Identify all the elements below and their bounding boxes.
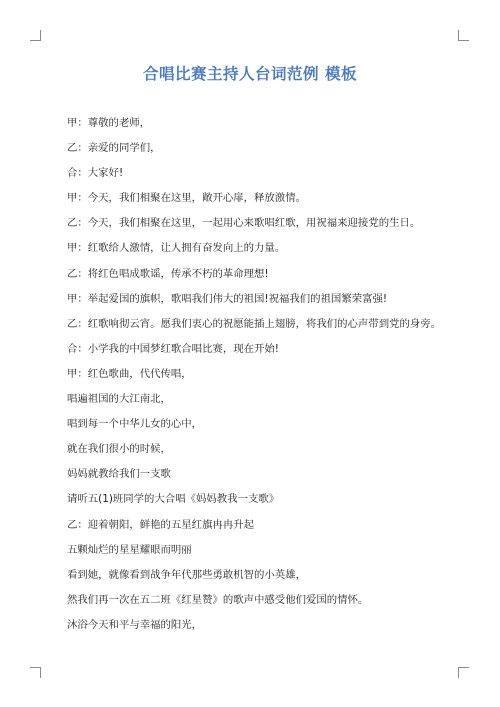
script-line: 五颗灿烂的星星耀眼而明丽 bbox=[67, 543, 192, 556]
script-line: 就在我们很小的时候， bbox=[67, 443, 171, 456]
script-line: 然我们再一次在五二班《红星赞》的歌声中感受他们爱国的情怀。 bbox=[67, 593, 369, 606]
script-line: 甲：举起爱国的旗帜，歌唱我们伟大的祖国!祝福我们的祖国繁荣富强! bbox=[67, 292, 388, 305]
script-line: 妈妈就教给我们一支歌 bbox=[67, 468, 171, 481]
document-title: 合唱比赛主持人台词范例 模板 bbox=[143, 65, 357, 83]
script-line: 合：大家好! bbox=[67, 167, 124, 180]
crop-mark-bottom-left bbox=[30, 667, 41, 678]
script-line: 看到她，就像看到战争年代那些勇敢机智的小英雄， bbox=[67, 568, 306, 581]
crop-mark-top-left bbox=[30, 30, 41, 41]
script-line: 乙：迎着朝阳，鲜艳的五星红旗冉冉升起 bbox=[67, 518, 255, 531]
script-line: 唱遍祖国的大江南北， bbox=[67, 393, 171, 406]
crop-mark-top-right bbox=[458, 30, 469, 41]
script-line: 唱到每一个中华儿女的心中， bbox=[67, 418, 203, 431]
script-line: 乙：红歌响彻云宵。愿我们衷心的祝愿能插上翅膀，将我们的心声带到党的身旁。 bbox=[67, 317, 442, 330]
script-line: 乙：亲爱的同学们， bbox=[67, 142, 161, 155]
script-line: 请听五(1)班同学的大合唱《妈妈教我一支歌》 bbox=[67, 493, 280, 506]
crop-mark-bottom-right bbox=[458, 667, 469, 678]
script-line: 甲：红色歌曲，代代传唱， bbox=[67, 367, 192, 380]
script-line: 甲：尊敬的老师， bbox=[67, 117, 151, 129]
script-line: 甲：今天，我们相聚在这里，敞开心扉，释放激情。 bbox=[67, 192, 306, 205]
script-line: 甲：红歌给人激情，让人拥有奋发向上的力量。 bbox=[67, 242, 286, 255]
script-line: 合：小学我的中国梦红歌合唱比赛，现在开始! bbox=[67, 342, 279, 355]
script-line: 沐浴今天和平与幸福的阳光， bbox=[67, 618, 203, 631]
script-line: 乙：今天，我们相聚在这里，一起用心来歌唱红歌，用祝福来迎接党的生日。 bbox=[67, 217, 421, 230]
script-line: 乙：将红色唱成歌谣，传承不朽的革命理想! bbox=[67, 267, 269, 280]
script-lines bbox=[67, 111, 467, 638]
